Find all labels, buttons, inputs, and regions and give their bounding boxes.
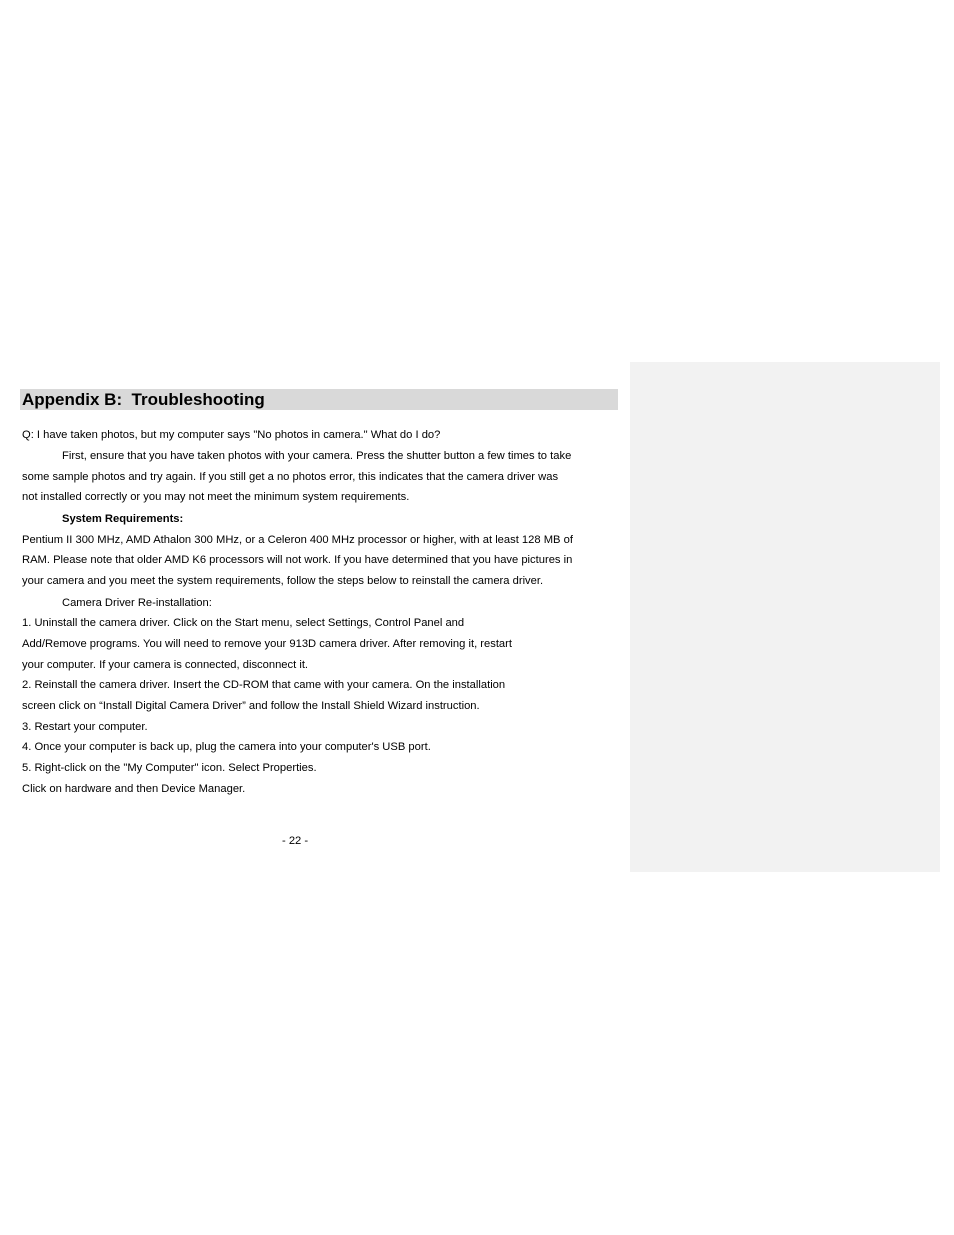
requirements-line: Pentium II 300 MHz, AMD Athalon 300 MHz, or a Celeron 400 MHz processor or higher, with at least 128 MB of bbox=[22, 534, 573, 546]
step-line: 3. Restart your computer. bbox=[22, 721, 148, 733]
answer-line: First, ensure that you have taken photos with your camera. Press the shutter button a few times to take bbox=[62, 450, 572, 462]
step-line: 4. Once your computer is back up, plug the camera into your computer's USB port. bbox=[22, 741, 431, 753]
requirements-line: your camera and you meet the system requirements, follow the steps below to reinstall the camera driver. bbox=[22, 575, 544, 587]
step-line: 2. Reinstall the camera driver. Insert the CD-ROM that came with your camera. On the installation bbox=[22, 679, 506, 691]
comment-margin-panel bbox=[630, 362, 940, 872]
page-number: - 22 - bbox=[282, 835, 309, 847]
step-line: 1. Uninstall the camera driver. Click on the Start menu, select Settings, Control Panel and bbox=[22, 617, 465, 629]
section-heading: Appendix B: Troubleshooting bbox=[22, 390, 265, 409]
step-line: Add/Remove programs. You will need to remove your 913D camera driver. After removing it, restart bbox=[22, 638, 512, 650]
step-line: 5. Right-click on the "My Computer" icon. Select Properties. bbox=[22, 762, 317, 774]
step-line: screen click on “Install Digital Camera Driver” and follow the Install Shield Wizard instruction. bbox=[22, 700, 480, 712]
answer-line: not installed correctly or you may not meet the minimum system requirements. bbox=[22, 491, 410, 503]
question-text: Q: I have taken photos, but my computer says "No photos in camera." What do I do? bbox=[22, 429, 441, 441]
requirements-line: RAM. Please note that older AMD K6 processors will not work. If you have determined that you have pictures in bbox=[22, 554, 573, 566]
requirements-title: System Requirements: bbox=[62, 513, 184, 525]
step-line: Click on hardware and then Device Manager. bbox=[22, 783, 246, 795]
reinstall-title: Camera Driver Re-installation: bbox=[62, 597, 212, 609]
answer-line: some sample photos and try again. If you still get a no photos error, this indicates that the camera driver was bbox=[22, 471, 559, 483]
step-line: your computer. If your camera is connected, disconnect it. bbox=[22, 659, 309, 671]
